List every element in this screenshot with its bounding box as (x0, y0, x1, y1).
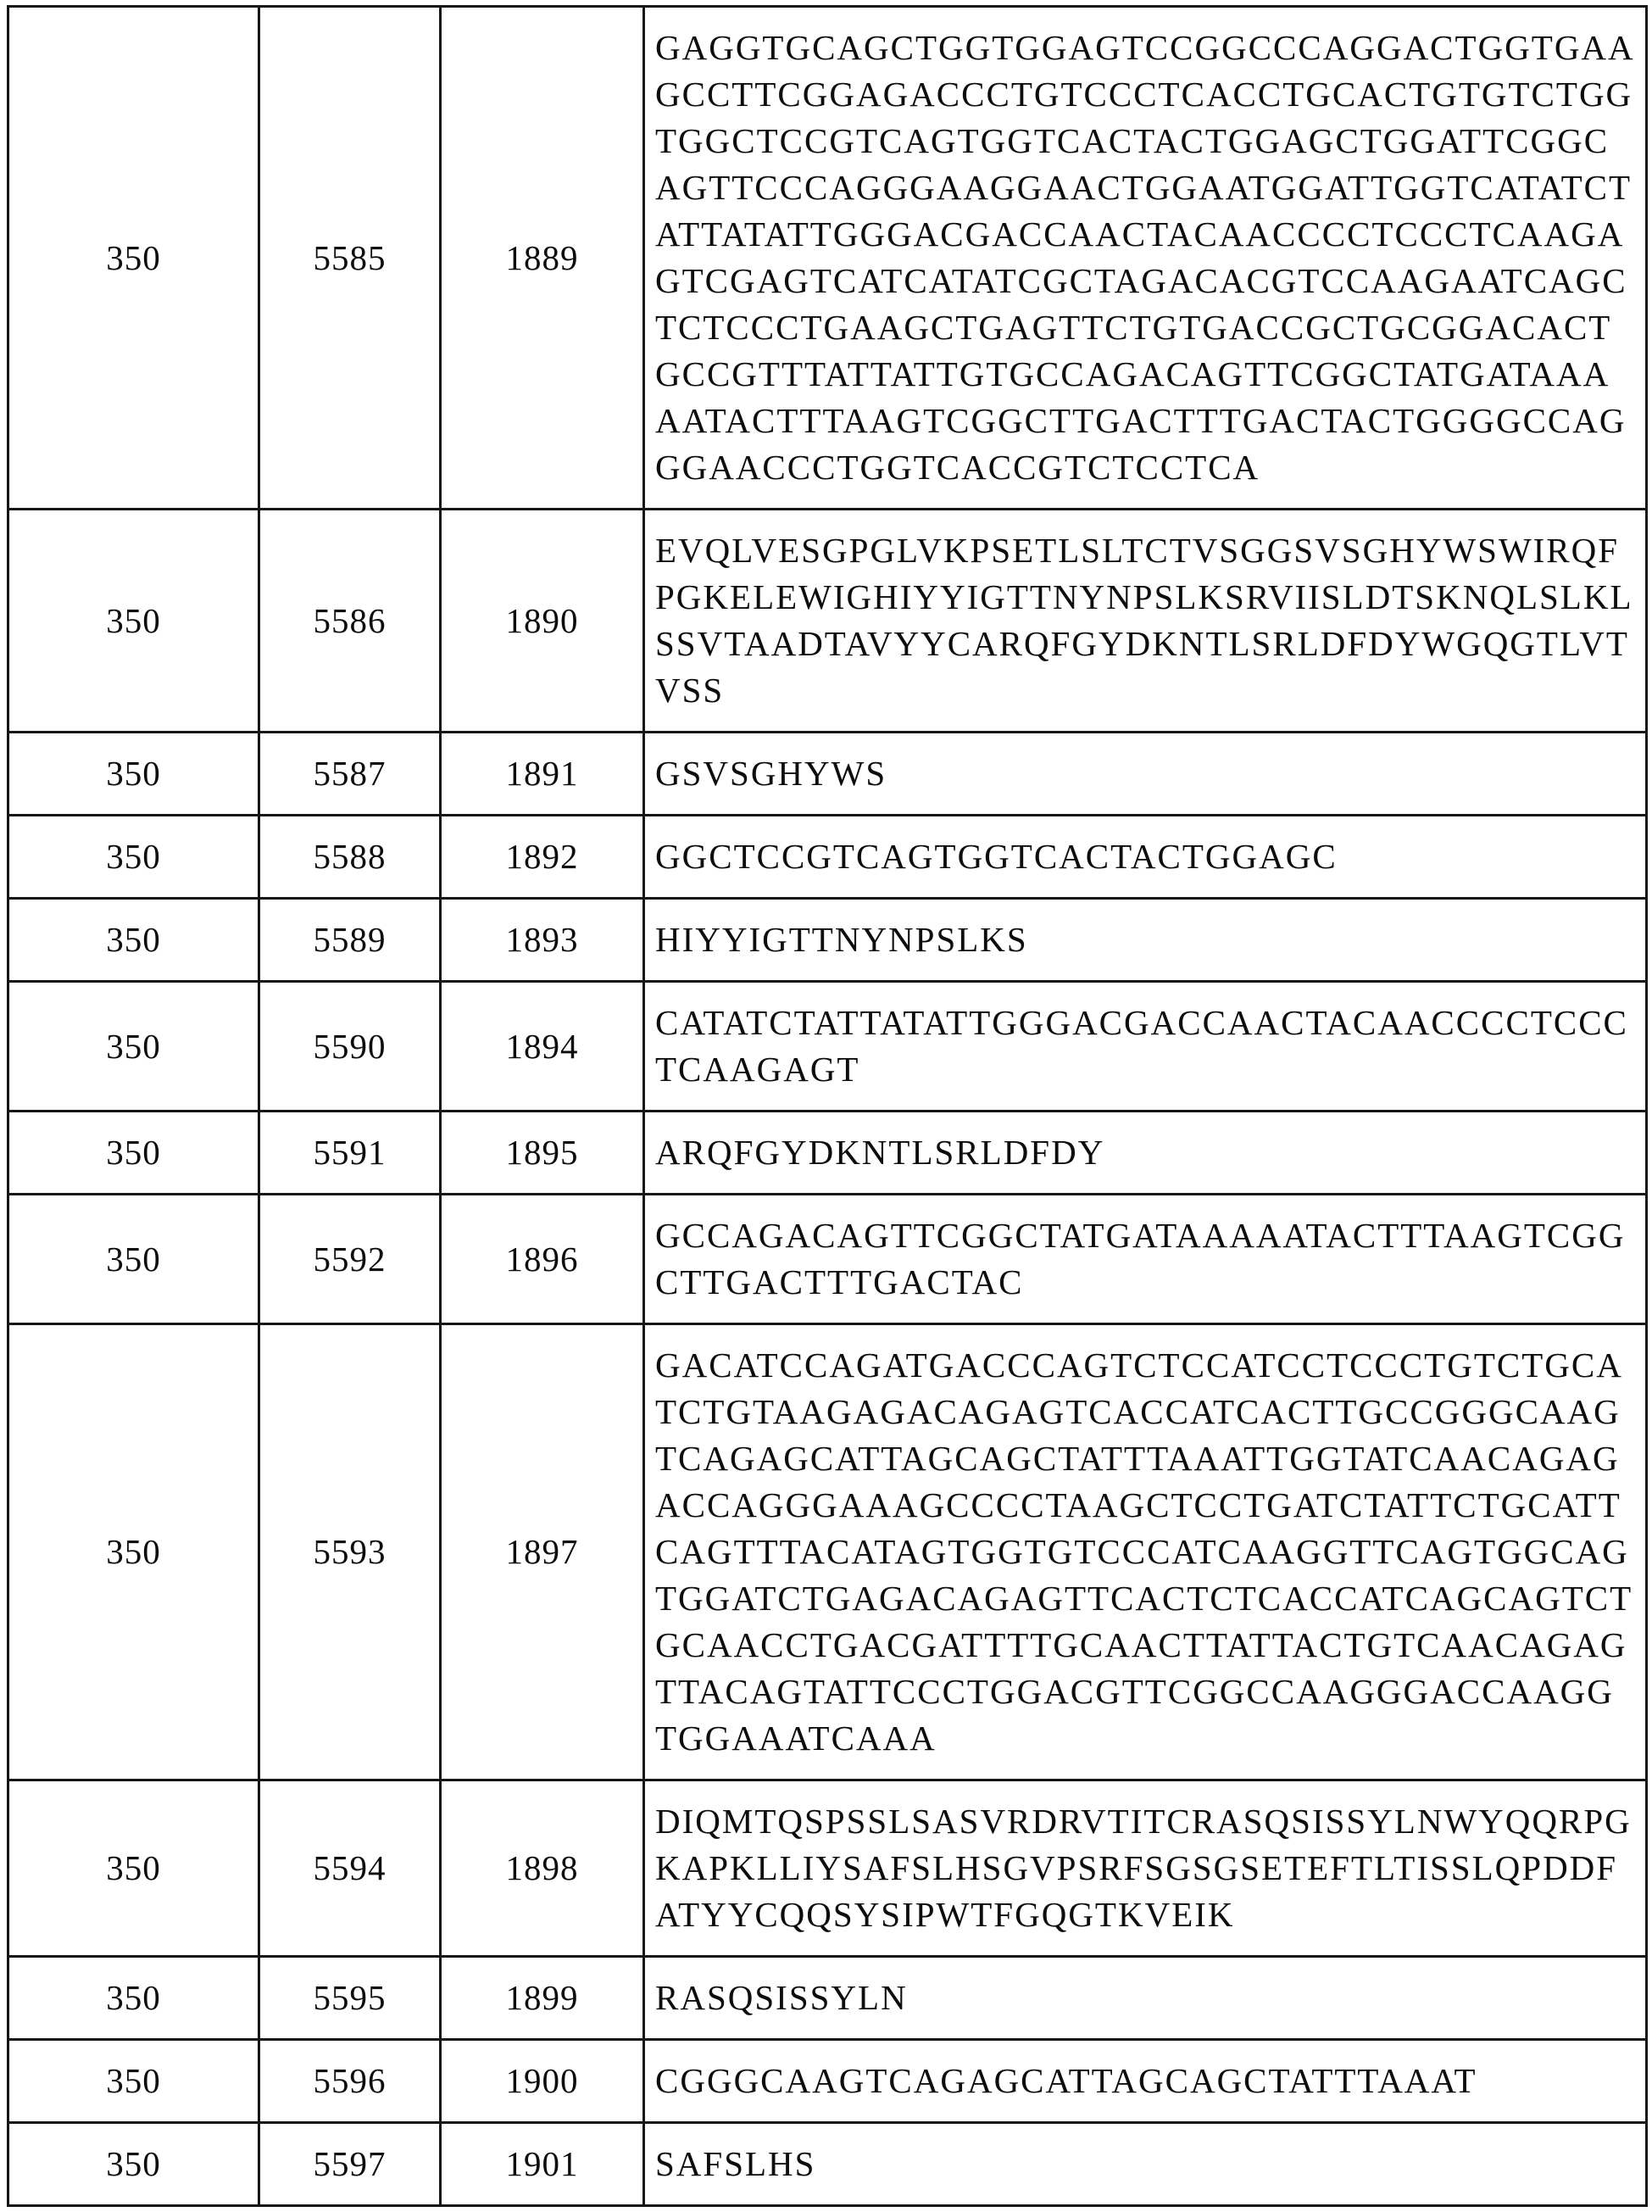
sequence-cell: GACATCCAGATGACCCAGTCTCCATCCTCCCTGTCTGCATCTGTAAGAGACAGAGTCACCATCACTTGCCGGGCAAGTCAGAGCATTAGCAGCTATTTAAATTGGTATCAACAGAGACCAGGGAAAGCCCCTAAGCTCCTGATCTATTCTGCATTCAGTTTACATAGTGGTGTCCCATCAAGGTTCAGTGGCAGTGGATCTGAGACAGAGTTCACTCTCACCATCAGCAGTCTGCAACCTGACGATTTTGCAACTTATTACTGTCAACAGAGTTACAGTATTCCCTGGACGTTCGGCCAAGGGACCAAGGTGGAAATCAAA (644, 1324, 1647, 1780)
table-row (8, 1780, 1647, 1957)
col-1-cell: 350 (8, 1195, 259, 1324)
sequence-cell: GGCTCCGTCAGTGGTCACTACTGGAGC (644, 816, 1647, 899)
table-row (8, 1324, 1647, 1780)
col-1-cell: 350 (8, 1324, 259, 1780)
table-row (8, 2040, 1647, 2123)
table-row (8, 816, 1647, 899)
col-2-cell: 5594 (259, 1780, 441, 1957)
col-2-cell: 5595 (259, 1957, 441, 2040)
col-3-cell: 1900 (441, 2040, 644, 2123)
col-2-cell: 5592 (259, 1195, 441, 1324)
table-row (8, 982, 1647, 1112)
col-1-cell: 350 (8, 1780, 259, 1957)
sequence-cell: GSVSGHYWS (644, 733, 1647, 816)
sequence-table-body (8, 7, 1647, 2206)
col-1-cell: 350 (8, 733, 259, 816)
col-1-cell: 350 (8, 1957, 259, 2040)
col-1-cell: 350 (8, 510, 259, 733)
table-row (8, 7, 1647, 510)
col-2-cell: 5585 (259, 7, 441, 510)
col-3-cell: 1890 (441, 510, 644, 733)
col-3-cell: 1892 (441, 816, 644, 899)
col-2-cell: 5587 (259, 733, 441, 816)
sequence-cell: CATATCTATTATATTGGGACGACCAACTACAACCCCTCCCTCAAGAGT (644, 982, 1647, 1112)
table-row (8, 733, 1647, 816)
sequence-cell: ARQFGYDKNTLSRLDFDY (644, 1112, 1647, 1195)
sequence-cell: SAFSLHS (644, 2123, 1647, 2206)
col-1-cell: 350 (8, 2040, 259, 2123)
col-3-cell: 1891 (441, 733, 644, 816)
col-3-cell: 1893 (441, 899, 644, 982)
sequence-cell: RASQSISSYLN (644, 1957, 1647, 2040)
sequence-listing-table (7, 5, 1648, 2207)
col-3-cell: 1896 (441, 1195, 644, 1324)
col-1-cell: 350 (8, 7, 259, 510)
col-2-cell: 5589 (259, 899, 441, 982)
table-row (8, 1195, 1647, 1324)
col-1-cell: 350 (8, 899, 259, 982)
sequence-cell: CGGGCAAGTCAGAGCATTAGCAGCTATTTAAAT (644, 2040, 1647, 2123)
sequence-cell: GCCAGACAGTTCGGCTATGATAAAAATACTTTAAGTCGGCTTGACTTTGACTAC (644, 1195, 1647, 1324)
sequence-cell: HIYYIGTTNYNPSLKS (644, 899, 1647, 982)
table-row (8, 1957, 1647, 2040)
col-3-cell: 1895 (441, 1112, 644, 1195)
sequence-cell: DIQMTQSPSSLSASVRDRVTITCRASQSISSYLNWYQQRPGKAPKLLIYSAFSLHSGVPSRFSGSGSETEFTLTISSLQPDDFATYYCQQSYSIPWTFGQGTKVEIK (644, 1780, 1647, 1957)
table-row (8, 510, 1647, 733)
col-2-cell: 5596 (259, 2040, 441, 2123)
col-3-cell: 1898 (441, 1780, 644, 1957)
col-2-cell: 5588 (259, 816, 441, 899)
col-1-cell: 350 (8, 1112, 259, 1195)
col-2-cell: 5593 (259, 1324, 441, 1780)
col-2-cell: 5586 (259, 510, 441, 733)
col-1-cell: 350 (8, 2123, 259, 2206)
sequence-cell: EVQLVESGPGLVKPSETLSLTCTVSGGSVSGHYWSWIRQFPGKELEWIGHIYYIGTTNYNPSLKSRVIISLDTSKNQLSLKLSSVTAADTAVYYCARQFGYDKNTLSRLDFDYWGQGTLVTVSS (644, 510, 1647, 733)
table-row (8, 1112, 1647, 1195)
table-row (8, 899, 1647, 982)
col-3-cell: 1897 (441, 1324, 644, 1780)
col-3-cell: 1901 (441, 2123, 644, 2206)
col-1-cell: 350 (8, 982, 259, 1112)
sequence-cell: GAGGTGCAGCTGGTGGAGTCCGGCCCAGGACTGGTGAAGCCTTCGGAGACCCTGTCCCTCACCTGCACTGTGTCTGGTGGCTCCGTCAGTGGTCACTACTGGAGCTGGATTCGGCAGTTCCCAGGGAAGGAACTGGAATGGATTGGTCATATCTATTATATTGGGACGACCAACTACAACCCCTCCCTCAAGAGTCGAGTCATCATATCGCTAGACACGTCCAAGAATCAGCTCTCCCTGAAGCTGAGTTCTGTGACCGCTGCGGACACTGCCGTTTATTATTGTGCCAGACAGTTCGGCTATGATAAAAATACTTTAAGTCGGCTTGACTTTGACTACTGGGGCCAGGGAACCCTGGTCACCGTCTCCTCA (644, 7, 1647, 510)
col-2-cell: 5590 (259, 982, 441, 1112)
col-3-cell: 1894 (441, 982, 644, 1112)
col-3-cell: 1899 (441, 1957, 644, 2040)
col-3-cell: 1889 (441, 7, 644, 510)
col-2-cell: 5597 (259, 2123, 441, 2206)
col-1-cell: 350 (8, 816, 259, 899)
col-2-cell: 5591 (259, 1112, 441, 1195)
